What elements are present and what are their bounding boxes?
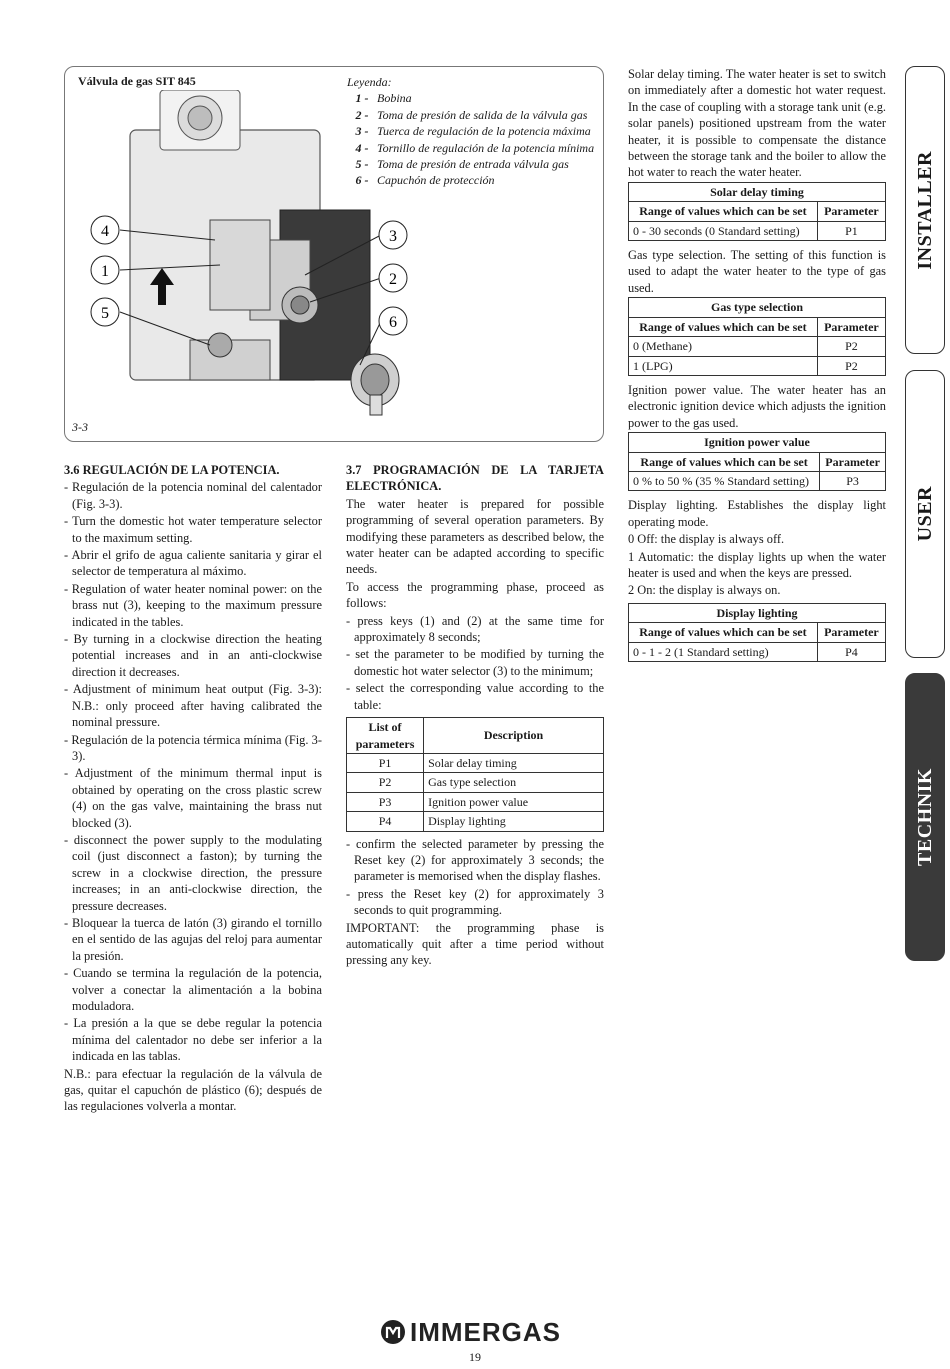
- display-text: Display lighting. Establishes the display light operating mode.: [628, 498, 886, 529]
- callout-1: 1: [101, 263, 109, 280]
- table-header: Range of values which can be set: [629, 317, 818, 336]
- paragraph: - Cuando se termina la regulación de la potencia, volver a conectar la alimentación a la bobina moduladora.: [64, 966, 322, 1013]
- page-number: 19: [469, 1350, 481, 1364]
- figure-legend: [347, 74, 602, 189]
- legend-item: 5 - Toma de presión de entrada válvula gas: [355, 157, 569, 172]
- table-row: P3 Ignition power value: [347, 792, 604, 811]
- paragraph: - Regulación de la potencia nominal del calentador (Fig. 3-3).: [64, 480, 322, 511]
- tab-user[interactable]: USER: [905, 370, 945, 658]
- paragraph: - press keys (1) and (2) at the same time for approximately 8 seconds;: [346, 613, 604, 645]
- paragraph: To access the programming phase, proceed as follows:: [346, 579, 604, 611]
- paragraph: - disconnect the power supply to the modulating coil (just disconnect a faston); by turning the screw in a clockwise direction, the pressure increases; in an anti-clockwise direction, the pressure decreases.: [64, 832, 322, 913]
- tab-installer[interactable]: INSTALLER: [905, 66, 945, 354]
- table-row: 0 (Methane) P2: [629, 337, 886, 356]
- table-title: Display lighting: [629, 603, 886, 622]
- logo-flame-icon: [380, 1319, 406, 1345]
- callout-4: 4: [101, 223, 109, 240]
- section-3-7: [346, 462, 604, 970]
- logo-text: IMMERGAS: [410, 1316, 561, 1347]
- legend-item: 2 - Toma de presión de salida de la válvula gas: [355, 107, 588, 122]
- table-header: Parameter: [817, 317, 885, 336]
- legend-item: 6 - Capuchón de protección: [355, 173, 495, 188]
- callout-2: 2: [389, 271, 397, 288]
- section-heading: 3.7 PROGRAMACIÓN DE LA TARJETA ELECTRÓNICA.: [346, 463, 604, 494]
- gas-type-text: Gas type selection. The setting of this function is used to adapt the water heater to the type of gas used.: [628, 248, 886, 295]
- table-header: Parameter: [817, 623, 885, 642]
- display-table: [628, 603, 886, 662]
- legend-title: Leyenda:: [347, 75, 392, 89]
- table-header: List of parameters: [347, 718, 424, 754]
- table-header: Range of values which can be set: [629, 452, 820, 471]
- paragraph: - Regulation of water heater nominal power: on the brass nut (3), keeping to the maximum pressure indicated in the tables.: [64, 581, 322, 629]
- table-header: Parameter: [817, 202, 885, 221]
- paragraph: The water heater is prepared for possible programming of several operation parameters. By modifying these parameters as described below, the water heater can be adapted according to specific needs.: [346, 496, 604, 577]
- callout-5: 5: [101, 305, 109, 322]
- table-header: Range of values which can be set: [629, 202, 818, 221]
- paragraph: - La presión a la que se debe regular la potencia mínima del calentador no debe ser inferior a la indicada en las tablas.: [64, 1016, 322, 1064]
- paragraph: - select the corresponding value according to the table:: [346, 681, 604, 712]
- table-header: Parameter: [820, 452, 886, 471]
- callout-3: 3: [389, 228, 397, 245]
- ignition-text: Ignition power value. The water heater has an electronic ignition device which adjusts the ignition power to the gas used.: [628, 382, 886, 430]
- table-row: P2 Gas type selection: [347, 773, 604, 792]
- paragraph: - Bloquear la tuerca de latón (3) girando el tornillo en el sentido de las agujas del reloj para aumentar la presión.: [64, 915, 322, 963]
- tab-technik[interactable]: TECHNIK: [905, 673, 945, 961]
- solar-delay-table: [628, 182, 886, 241]
- paragraph: - Abrir el grifo de agua caliente sanitaria y girar el selector de temperatura al máximo.: [64, 548, 322, 579]
- parameter-table: [346, 717, 604, 831]
- immergas-logo: [380, 1318, 561, 1346]
- paragraph: - set the parameter to be modified by turning the domestic hot water selector (3) to the minimum;: [346, 647, 604, 678]
- table-title: Solar delay timing: [629, 182, 886, 201]
- legend-item: 3 - Tuerca de regulación de la potencia máxima: [355, 124, 591, 139]
- important-note: IMPORTANT: the programming phase is automatically quit after a time period without pressing any key.: [346, 920, 604, 968]
- paragraph: - confirm the selected parameter by pressing the Reset key (2) for approximately 3 seconds; the parameter is memorised when the display flashes.: [346, 836, 604, 884]
- table-row: 0 % to 50 % (35 % Standard setting) P3: [629, 471, 886, 490]
- section-3-6: [64, 462, 322, 1116]
- table-header: Description: [424, 718, 604, 754]
- table-header: Range of values which can be set: [629, 623, 818, 642]
- callout-6: 6: [389, 314, 397, 331]
- legend-item: 1 - Bobina: [355, 91, 412, 106]
- right-column: [628, 66, 886, 662]
- display-option: 0 Off: the display is always off.: [628, 532, 785, 547]
- section-heading: 3.6 REGULACIÓN DE LA POTENCIA.: [64, 463, 280, 477]
- paragraph: - Turn the domestic hot water temperature selector to the maximum setting.: [64, 514, 322, 545]
- table-row: P4 Display lighting: [347, 812, 604, 831]
- display-option: 2 On: the display is always on.: [628, 583, 781, 598]
- table-row: 1 (LPG) P2: [629, 356, 886, 375]
- paragraph: - By turning in a clockwise direction the heating potential increases and in an anti-clockwise direction it decreases.: [64, 632, 322, 679]
- display-option: 1 Automatic: the display lights up when the water heater is used and when the keys are pressed.: [628, 549, 886, 580]
- paragraph: - press the Reset key (2) for approximately 3 seconds to quit programming.: [346, 886, 604, 918]
- table-row: 0 - 30 seconds (0 Standard setting) P1: [629, 221, 886, 240]
- paragraph: - Adjustment of minimum heat output (Fig. 3-3): N.B.: only proceed after having calibrated the nominal pressure.: [64, 682, 322, 730]
- table-title: Ignition power value: [629, 433, 886, 452]
- paragraph: - Adjustment of the minimum thermal input is obtained by operating on the cross plastic screw (4) on the gas valve, maintaining the brass nut blocked (3).: [64, 766, 322, 830]
- figure-title: Válvula de gas SIT 845: [78, 74, 196, 88]
- gas-type-table: [628, 297, 886, 376]
- figure-label: 3-3: [72, 420, 88, 434]
- legend-item: 4 - Tornillo de regulación de la potencia mínima: [355, 140, 595, 155]
- table-row: P1 Solar delay timing: [347, 753, 604, 772]
- paragraph: - Regulación de la potencia térmica mínima (Fig. 3-3).: [64, 732, 322, 763]
- ignition-table: [628, 432, 886, 491]
- table-row: 0 - 1 - 2 (1 Standard setting) P4: [629, 642, 886, 661]
- note: N.B.: para efectuar la regulación de la válvula de gas, quitar el capuchón de plástico (6); después de las regulaciones volverla a montar.: [64, 1066, 322, 1114]
- table-title: Gas type selection: [629, 298, 886, 317]
- solar-intro: Solar delay timing. The water heater is set to switch on immediately after a domestic hot water request. In the case of coupling with a storage tank unit (e.g. solar panels) positioned upstream from the water heater, it is possible to compensate the distance between the storage tank and the boiler to allow the hot water to reach the water heater.: [628, 67, 886, 180]
